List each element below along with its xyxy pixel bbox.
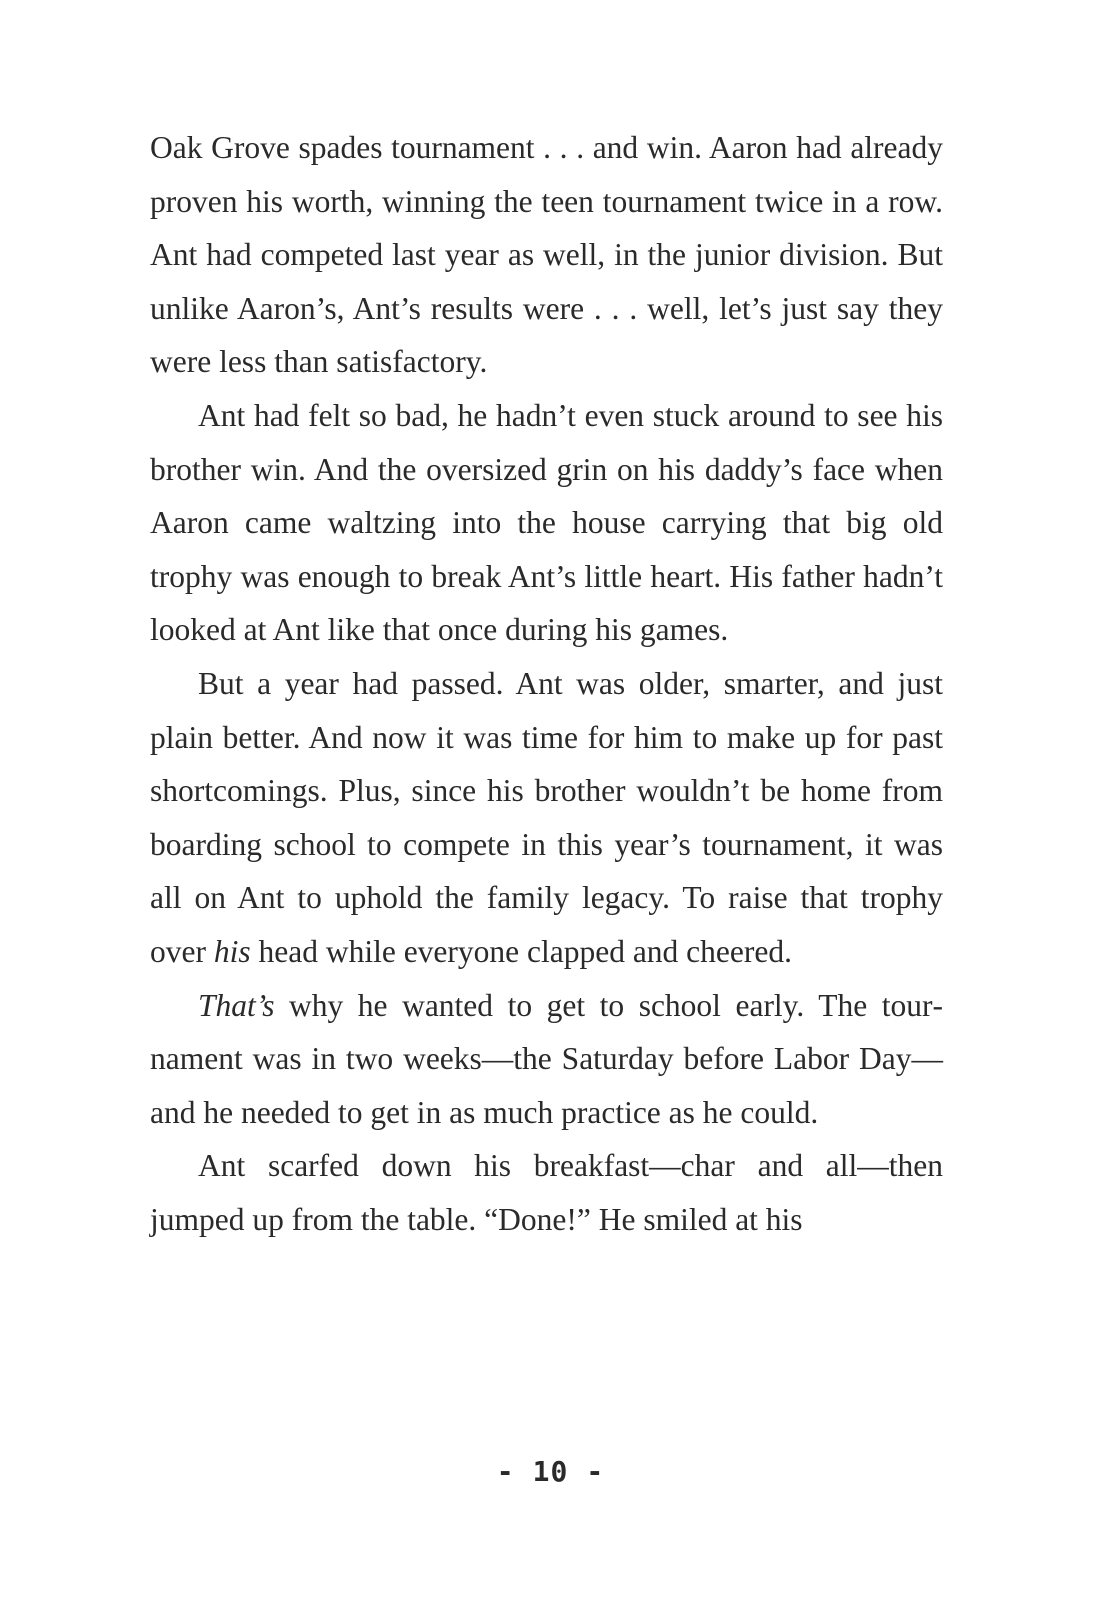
paragraph [150, 979, 943, 1140]
paragraph [150, 657, 943, 979]
text-run: why he wanted to get to school early. The tournament was in two weeks—the Saturday before Labor Day—and he needed to get in as much practice as he could. [150, 987, 943, 1130]
text-run: Ant scarfed down his breakfast—char and all—then jumped up from the table. “Done!” He smiled at his [150, 1148, 943, 1237]
text-run: Ant had felt so bad, he hadn’t even stuck around to see his brother win. And the oversized grin on his daddy’s face when Aaron came waltzing into the house carrying that big old trophy was enough to break Ant’s little heart. His father hadn’t looked at Ant like that once during his games. [150, 397, 943, 648]
italic-text: That’s [198, 987, 275, 1023]
paragraph [150, 121, 943, 389]
body-text [150, 121, 943, 1246]
text-run: But a year had passed. Ant was older, smarter, and just plain better. And now it was time for him to make up for past shortcomings. Plus, since his brother wouldn’t be home from boarding school to compete in this year’s tournament, it was all on Ant to uphold the family legacy. To raise that trophy over [150, 665, 943, 969]
page-number-dash-left: - [496, 1455, 515, 1488]
text-run: Oak Grove spades tournament . . . and win. Aaron had already proven his worth, winning the teen tournament twice in a row. Ant had competed last year as well, in the junior division. But unlike Aaron’s, Ant’s results were . . . well, let’s just say they were less than satisfactory. [150, 130, 943, 380]
paragraph [150, 1139, 943, 1246]
page-number: 10 [532, 1455, 569, 1488]
italic-text: his [213, 933, 251, 969]
page-number-dash-right: - [586, 1455, 605, 1488]
text-run: head while everyone clapped and cheered. [250, 933, 792, 969]
paragraph [150, 389, 943, 657]
page-number-footer [0, 1455, 1101, 1488]
